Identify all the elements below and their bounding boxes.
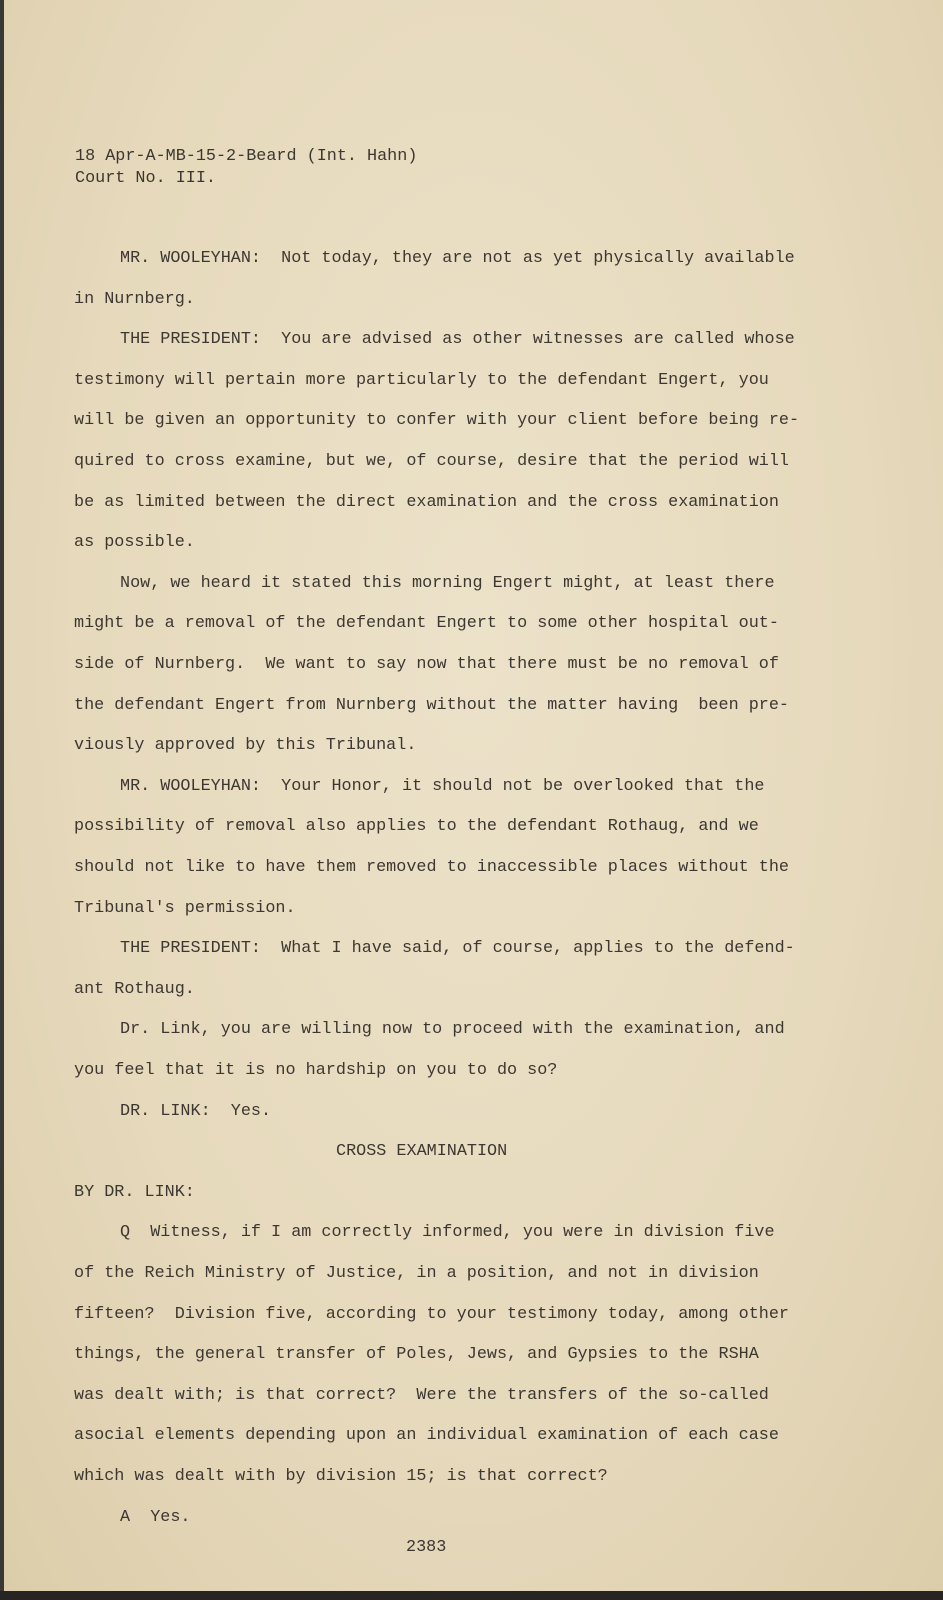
transcript-line: testimony will pertain more particularly to the defendant Engert, you [74, 370, 769, 390]
transcript-line: Dr. Link, you are willing now to proceed with the examination, and [120, 1020, 785, 1040]
transcript-line: might be a removal of the defendant Engert to some other hospital out- [74, 614, 779, 634]
transcript-line: THE PRESIDENT: You are advised as other witnesses are called whose [120, 330, 795, 350]
transcript-line: side of Nurnberg. We want to say now that there must be no removal of [74, 655, 779, 674]
transcript-line: MR. WOOLEYHAN: Your Honor, it should not be overlooked that the [120, 776, 765, 796]
section-heading: CROSS EXAMINATION [336, 1142, 508, 1162]
transcript-line: Tribunal's permission. [74, 898, 296, 918]
transcript-line: in Nurnberg. [74, 289, 195, 309]
transcript-line: THE PRESIDENT: What I have said, of course, applies to the defend- [120, 939, 795, 959]
page-number: 2383 [406, 1538, 447, 1557]
transcript-line: ant Rothaug. [74, 979, 195, 999]
transcript-line: as possible. [74, 533, 195, 553]
transcript-line: possibility of removal also applies to the defendant Rothaug, and we [74, 817, 759, 837]
transcript-line: the defendant Engert from Nurnberg without the matter having been pre- [74, 695, 789, 715]
transcript-line: which was dealt with by division 15; is that correct? [74, 1467, 608, 1486]
transcript-line: asocial elements depending upon an individual examination of each case [74, 1426, 779, 1446]
transcript-line: you feel that it is no hardship on you to do so? [74, 1061, 558, 1080]
transcript-line: BY DR. LINK: [74, 1182, 195, 1202]
transcript-line: was dealt with; is that correct? Were the transfers of the so-called [74, 1385, 769, 1405]
transcript-line: things, the general transfer of Poles, Jews, and Gypsies to the RSHA [74, 1345, 759, 1365]
transcript-line: will be given an opportunity to confer with your client before being re- [74, 411, 800, 431]
transcript-line: of the Reich Ministry of Justice, in a position, and not in division [74, 1264, 759, 1283]
document-page [4, 0, 943, 1591]
document-reference: 18 Apr-A-MB-15-2-Beard (Int. Hahn) [75, 147, 418, 166]
transcript-line: Now, we heard it stated this morning Engert might, at least there [120, 573, 775, 593]
transcript-line: be as limited between the direct examination and the cross examination [74, 492, 779, 512]
scan-bottom-edge [0, 1591, 943, 1600]
transcript-line: should not like to have them removed to inaccessible places without the [74, 858, 789, 877]
transcript-line: viously approved by this Tribunal. [74, 736, 417, 756]
transcript-line: fifteen? Division five, according to your testimony today, among other [74, 1304, 789, 1324]
transcript-line: Q Witness, if I am correctly informed, you were in division five [120, 1223, 775, 1243]
transcript-line: quired to cross examine, but we, of course, desire that the period will [74, 452, 789, 471]
transcript-line: A Yes. [120, 1507, 191, 1527]
court-number: Court No. III. [75, 169, 216, 188]
transcript-line: DR. LINK: Yes. [120, 1101, 272, 1121]
transcript-line: MR. WOOLEYHAN: Not today, they are not as yet physically available [120, 249, 795, 268]
